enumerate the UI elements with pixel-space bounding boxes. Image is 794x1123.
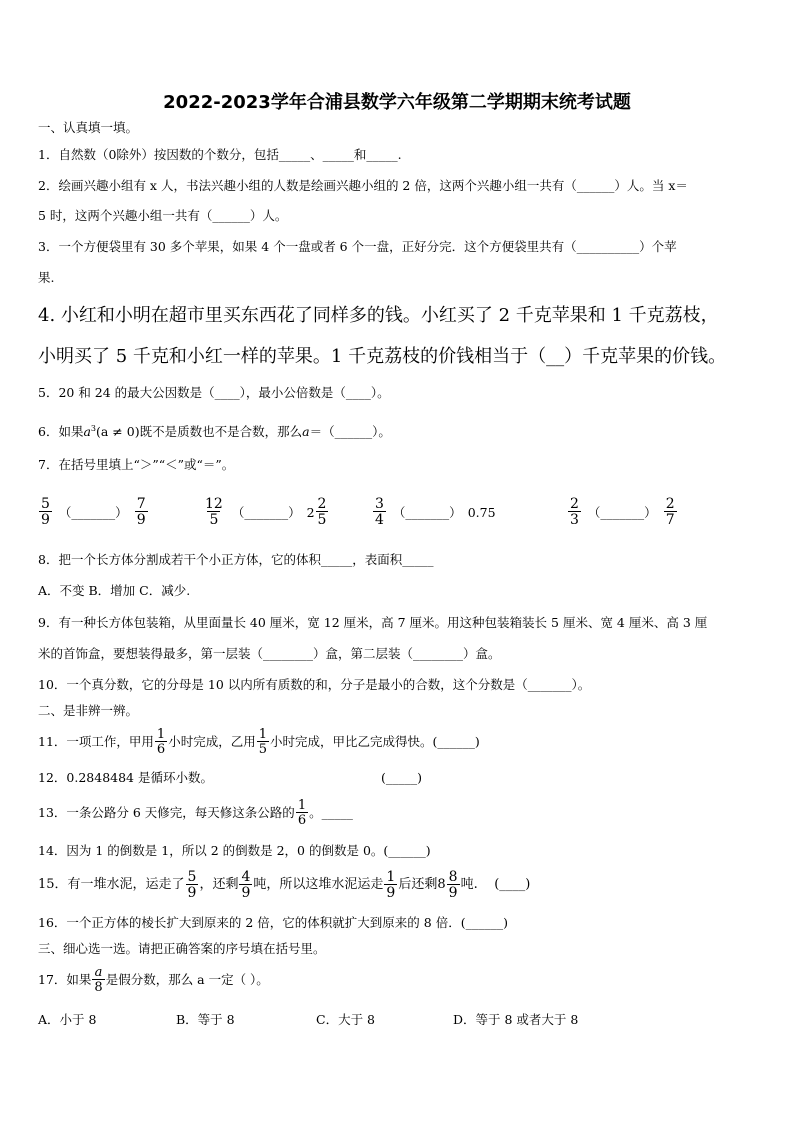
q12-text: 12．0.2848484 是循环小数。 — [38, 770, 213, 785]
question-12 — [38, 769, 768, 787]
q6-exp: 3 — [90, 424, 96, 433]
whole-number: 2 — [306, 504, 315, 520]
q15-mid3: 后还剩 — [398, 877, 438, 892]
section-2-heading: 二、是非辨一辨。 — [38, 703, 139, 718]
fraction: $\frac{12}{5}$ — [205, 496, 223, 528]
q6-pre: 6．如果 — [38, 424, 84, 440]
q11-mid: 小时完成，乙用 — [168, 734, 256, 749]
answer-blank: （_______） — [587, 505, 657, 520]
section-1-heading: 一、认真填一填。 — [38, 120, 139, 135]
q11-post: 小时完成，甲比乙完成得快。(______) — [269, 734, 480, 749]
fraction: $\frac{5}{9}$ — [41, 496, 50, 528]
q17-pre: 17．如果 — [38, 972, 92, 987]
compare-item-2 — [202, 492, 329, 532]
q6-base: a — [83, 424, 91, 440]
question-3-line-2: 果. — [38, 270, 55, 285]
question-17 — [38, 965, 768, 995]
fraction: $\frac{1}{6}$ — [297, 798, 307, 828]
q15-post: 吨. (____) — [460, 877, 531, 892]
question-16: 16．一个正方体的棱长扩大到原来的 2 倍，它的体积就扩大到原来的 8 倍．(______) — [38, 915, 508, 930]
question-13 — [38, 798, 768, 828]
question-15 — [38, 870, 768, 900]
q6-var: a — [302, 424, 310, 440]
q6-post: ＝（______）。 — [309, 424, 391, 440]
question-7: 7．在括号里填上“＞”“＜”或“＝”。 — [38, 457, 235, 472]
question-6 — [38, 420, 768, 441]
question-9-line-1: 9．有一种长方体包装箱，从里面量长 40 厘米，宽 12 厘米，高 7 厘米。用这种包装箱装长 5 厘米、宽 4 厘米、高 3 厘 — [38, 615, 708, 630]
compare-item-1 — [38, 492, 149, 532]
decimal-value: 0.75 — [467, 504, 496, 520]
q15-mid1: ，还剩 — [199, 877, 239, 892]
question-14: 14．因为 1 的倒数是 1，所以 2 的倒数是 2，0 的倒数是 0。(______) — [38, 843, 431, 858]
compare-item-3 — [372, 492, 496, 532]
option-d: D．等于 8 或者大于 8 — [453, 1012, 579, 1027]
fraction: $\frac{1}{9}$ — [386, 869, 396, 901]
option-b: B．等于 8 — [176, 1012, 235, 1027]
q15-mid2: 吨，所以这堆水泥运走 — [253, 877, 384, 892]
page-title: 2022-2023学年合浦县数学六年级第二学期期末统考试题 — [163, 92, 631, 113]
answer-blank: （_______） — [231, 505, 301, 520]
fraction: $\frac{5}{9}$ — [187, 869, 197, 901]
answer-blank: （_______） — [392, 505, 462, 520]
question-2-line-1: 2．绘画兴趣小组有 x 人，书法兴趣小组的人数是绘画兴趣小组的 2 倍，这两个兴趣小组一共有（______）人。当 x＝ — [38, 178, 688, 193]
answer-blank: （_______） — [58, 505, 128, 520]
fraction: $\frac{2}{5}$ — [317, 496, 327, 528]
q13-post: 。_____ — [309, 805, 353, 820]
question-8-options: A．不变 B．增加 C．减少. — [38, 583, 191, 598]
question-11 — [38, 727, 768, 757]
q11-pre: 11．一项工作，甲用 — [38, 734, 154, 749]
q13-pre: 13．一条公路分 6 天修完，每天修这条公路的 — [38, 805, 295, 820]
fraction: $\frac{a}{8}$ — [94, 965, 103, 995]
question-4-line-2: 小明买了 5 千克和小红一样的苹果。1 千克荔枝的价钱相当于（__）千克苹果的价钱。 — [38, 346, 727, 367]
q6-mid: 既不是质数也不是合数，那么 — [139, 424, 303, 440]
fraction: $\frac{1}{6}$ — [156, 727, 166, 757]
option-a: A．小于 8 — [38, 1012, 97, 1027]
question-9-line-2: 米的首饰盒，要想装得最多，第一层装（________）盒，第二层装（________）盒。 — [38, 646, 501, 661]
fraction: $\frac{8}{9}$ — [448, 869, 458, 901]
question-1: 1．自然数（0除外）按因数的个数分，包括_____、_____和_____. — [38, 147, 402, 162]
whole-number: 8 — [437, 877, 446, 892]
section-3-heading: 三、细心选一选。请把正确答案的序号填在括号里。 — [38, 941, 326, 956]
question-3-line-1: 3．一个方便袋里有 30 多个苹果，如果 4 个一盘或者 6 个一盘，正好分完．这个方便袋里共有（__________）个苹 — [38, 239, 677, 254]
fraction: $\frac{7}{9}$ — [136, 496, 146, 528]
q17-post: 是假分数，那么 a 一定（ ）。 — [105, 972, 269, 987]
question-5: 5．20 和 24 的最大公因数是（____），最小公倍数是（____）。 — [38, 385, 390, 400]
answer-blank: (_____) — [381, 770, 423, 785]
question-2-line-2: 5 时，这两个兴趣小组一共有（______）人。 — [38, 208, 288, 223]
question-10: 10．一个真分数，它的分母是 10 以内所有质数的和，分子是最小的合数，这个分数是（_______）。 — [38, 677, 591, 692]
question-8: 8．把一个长方体分割成若干个小正方体，它的体积_____，表面积_____ — [38, 552, 434, 567]
fraction: $\frac{2}{3}$ — [570, 496, 579, 528]
fraction: $\frac{2}{7}$ — [665, 496, 675, 528]
option-c: C．大于 8 — [316, 1012, 375, 1027]
q15-pre: 15．有一堆水泥，运走了 — [38, 877, 185, 892]
compare-item-4 — [567, 492, 678, 532]
question-4-line-1: 4. 小红和小明在超市里买东西花了同样多的钱。小红买了 2 千克苹果和 1 千克荔枝， — [38, 305, 719, 326]
q6-cond: (a ≠ 0) — [96, 424, 140, 440]
fraction: $\frac{1}{5}$ — [258, 727, 267, 757]
fraction: $\frac{4}{9}$ — [241, 869, 251, 901]
fraction: $\frac{3}{4}$ — [375, 496, 384, 528]
